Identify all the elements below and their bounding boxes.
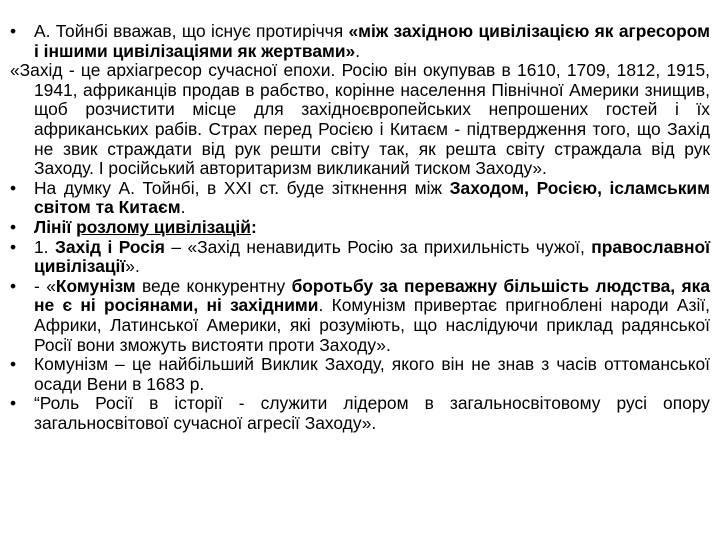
text-segment: Захід і Росія — [54, 236, 165, 257]
text-segment: Комунізм – це найбільший Виклик Заходу, якого він не знав з часів оттоманської осади Вени в 1683 р. — [34, 354, 710, 394]
bullet-list — [10, 22, 710, 433]
text-segment: боротьбу за переважну більшість людства, яка не є ні росіянами, ні західними — [34, 275, 710, 316]
bullet-marker: • — [10, 236, 17, 257]
bullet-marker: • — [10, 21, 17, 41]
text-segment: А. Тойнбі вважав, що існує протиріччя — [34, 21, 349, 41]
text-segment: . — [180, 197, 186, 218]
list-item — [10, 179, 710, 218]
text-segment: – «Захід ненавидить Росію за прихильність чужої, — [164, 236, 592, 257]
text-segment: веде конкурентну — [135, 275, 292, 296]
text-segment: православної цивілізації — [34, 236, 710, 277]
text-segment: Лінії — [34, 216, 77, 237]
text-segment: розлому цивілізацій — [76, 216, 251, 237]
text-segment: Комунізм — [55, 275, 136, 296]
list-item — [10, 394, 710, 433]
text-segment: ». — [125, 256, 140, 277]
text-segment: - « — [34, 275, 56, 296]
list-item — [10, 218, 710, 238]
bullet-marker: • — [10, 354, 17, 375]
text-segment: . — [355, 40, 361, 61]
text-segment: Заходом, Росією, ісламським світом та Китаєм — [34, 177, 710, 218]
text-segment: : — [250, 216, 257, 237]
bullet-marker: • — [10, 393, 17, 414]
list-item — [10, 277, 710, 355]
text-segment: “Роль Росії в історії - служити лідером в загальносвітовому русі опору загальносвітової сучасної агресії Заходу». — [34, 393, 710, 433]
list-item — [10, 22, 710, 61]
list-item — [10, 238, 710, 277]
bullet-marker: • — [10, 177, 17, 198]
text-segment: На думку А. Тойнбі, в ХХІ ст. буде зіткнення між — [34, 177, 450, 198]
list-item — [10, 355, 710, 394]
text-segment: «Захід - це архіагресор сучасної епохи. Росію він окупував в 1610, 1709, 1812, 1915, 1941, африканців продав в рабство, корінне населення Північної Америки знищив, щоб розчистити місце для західноєвропейських непрошених гостей і їх африканських рабів. Страх перед Росією і Китаєм - підтвердження того, що Захід не звик страждати від рук решти світу так, як решта світу страждала від рук Заходу. І російський авторитаризм викликаний тиском Заходу». — [10, 60, 710, 179]
text-segment: . Комунізм привертає пригноблені народи Азії, Африки, Латинської Америки, які розуміють, що наслідуючи приклад радянської Росії вони зможуть вистояти проти Заходу». — [34, 295, 710, 355]
list-item — [10, 61, 710, 179]
text-segment: 1. — [34, 236, 55, 257]
text-segment: «між західною цивілізацією як агресором і іншими цивілізаціями як жертвами» — [34, 21, 710, 61]
bullet-marker: • — [10, 216, 17, 237]
bullet-marker: • — [10, 275, 17, 296]
